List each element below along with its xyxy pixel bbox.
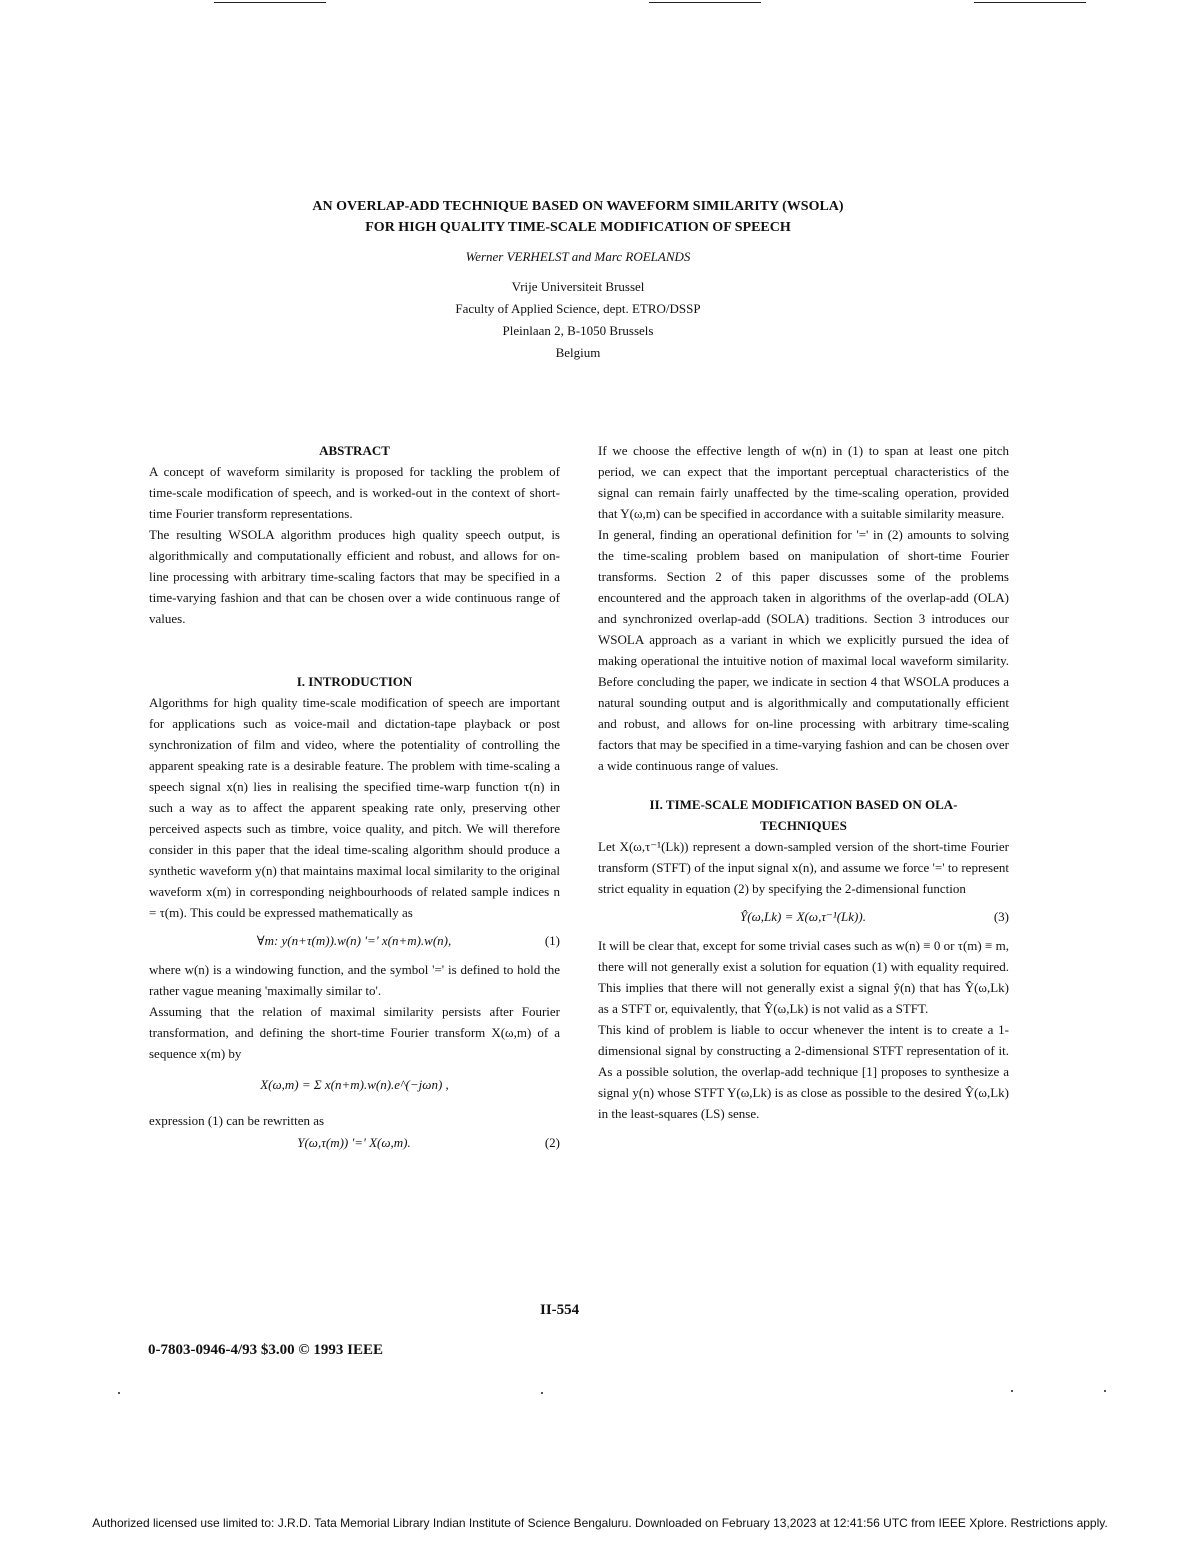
scan-speck [541,1392,543,1394]
authors: Werner VERHELST and Marc ROELANDS [465,249,691,264]
top-rule-middle [649,2,761,3]
affiliation-university: Vrije Universiteit Brussel [511,279,645,294]
title-line-2: FOR HIGH QUALITY TIME-SCALE MODIFICATION OF SPEECH [365,220,791,235]
equation-2-body: Y(ω,τ(m)) '=' X(ω,m). [297,1135,411,1150]
page-number: II-554 [540,1302,580,1318]
equation-stft [149,1064,560,1110]
left-column [149,440,560,1155]
right-paragraph-2: In general, finding an operational definition for '=' in (2) amounts to solving the time-scaling problem based on manipulation of short-time Fourier transforms. Section 2 of this paper discusses some of the problems encountered and the approach taken in algorithms of the overlap-add (OLA) and synchronized overlap-add (SOLA) traditions. Section 3 introduces our WSOLA approach as a variant in which we explicitly pursued the idea of making operational the intuitive notion of maximal local waveform similarity. Before concluding the paper, we indicate in section 4 that WSOLA produces a natural sounding output and is algorithmically and computationally efficient and robust, and allows for on-line processing with arbitrary time-scaling factors that may be specified in a time-varying fashion and can be chosen over a wide continuous range of values. [598,527,1009,773]
affiliation-faculty: Faculty of Applied Science, dept. ETRO/DSSP [455,301,701,316]
equation-3 [598,905,1009,929]
section-2-heading [598,794,1009,836]
section-2-heading-line-2: TECHNIQUES [760,818,847,833]
top-rule-left [214,2,326,3]
affiliation-address: Pleinlaan 2, B-1050 Brussels [502,323,654,338]
paper-title [200,196,956,238]
license-footer: Authorized licensed use limited to: J.R.D. Tata Memorial Library Indian Institute of Science Bengaluru. Downloaded on February 13,2023 at 12:41:56 UTC from IEEE Xplore. Restrictions apply. [92,1516,1108,1530]
section-2-heading-line-1: II. TIME-SCALE MODIFICATION BASED ON OLA- [649,797,958,812]
equation-stft-body: X(ω,m) = Σ x(n+m).w(n).e^(−jωn) , [260,1077,449,1092]
right-paragraph-3: Let X(ω,τ⁻¹(Lk)) represent a down-sampled version of the short-time Fourier transform (STFT) of the input signal x(n), and assume we force '=' to represent strict equality in equation (2) by specifying the 2-dimensional function [598,839,1009,896]
equation-2 [149,1131,560,1155]
introduction-paragraph-4: expression (1) can be rewritten as [149,1113,325,1128]
abstract-heading: ABSTRACT [319,443,390,458]
title-line-1: AN OVERLAP-ADD TECHNIQUE BASED ON WAVEFORM SIMILARITY (WSOLA) [312,199,844,214]
abstract-paragraph-1: A concept of waveform similarity is proposed for tackling the problem of time-scale modification of speech, and is worked-out in the context of short-time Fourier transform representations. [149,464,560,521]
right-paragraph-4: It will be clear that, except for some trivial cases such as w(n) ≡ 0 or τ(m) ≡ m, there will not generally exist a solution for equation (1) with equality required. This implies that there will not generally exist a signal ŷ(n) that has Ŷ(ω,Lk) as a STFT or, equivalently, that Ŷ(ω,Lk) is not valid as a STFT. [598,938,1009,1016]
equation-3-number: (3) [993,909,1009,924]
introduction-paragraph-2: where w(n) is a windowing function, and the symbol '=' is defined to hold the rather vague meaning 'maximally similar to'. [149,962,560,998]
abstract-paragraph-2: The resulting WSOLA algorithm produces high quality speech output, is algorithmically and computationally efficient and robust, and allows for on-line processing with arbitrary time-scaling factors that may be specified in a time-varying fashion and that can be chosen over a wide continuous range of values. [149,527,560,626]
equation-3-body: Ŷ(ω,Lk) = X(ω,τ⁻¹(Lk)). [740,909,866,924]
introduction-paragraph-1: Algorithms for high quality time-scale modification of speech are important for applications such as voice-mail and dictation-tape playback or post synchronization of film and video, where the potentiality of controlling the apparent speaking rate is a desirable feature. The problem with time-scaling a speech signal x(n) lies in realising the specified time-warp function τ(n) in such a way as to affect the apparent speaking rate only, preserving other perceived aspects such as timbre, voice quality, and pitch. We will therefore consider in this paper that the ideal time-scaling algorithm should produce a synthetic waveform y(n) that maintains maximal local similarity to the original waveform x(m) in corresponding neighbourhoods of related sample indices n = τ(m). This could be expressed mathematically as [149,695,560,920]
equation-2-number: (2) [544,1135,560,1150]
equation-1-body: ∀m: y(n+τ(m)).w(n) '=' x(n+m).w(n), [256,933,452,948]
top-rule-right [974,2,1086,3]
right-column [598,440,1009,1124]
scan-speck [1104,1390,1106,1392]
right-paragraph-1: If we choose the effective length of w(n) in (1) to span at least one pitch period, we can expect that the important perceptual characteristics of the signal can remain fairly unaffected by the time-scaling operation, provided that Y(ω,m) can be specified in accordance with a suitable similarity measure. [598,443,1009,521]
equation-1 [149,929,560,953]
scan-speck [118,1392,120,1394]
copyright-line: 0-7803-0946-4/93 $3.00 © 1993 IEEE [148,1342,383,1358]
introduction-paragraph-3: Assuming that the relation of maximal similarity persists after Fourier transformation, and defining the short-time Fourier transform X(ω,m) of a sequence x(m) by [149,1004,560,1061]
introduction-heading: I. INTRODUCTION [296,674,413,689]
affiliation-country: Belgium [555,345,601,360]
affiliation [300,276,856,364]
scan-speck [1011,1390,1013,1392]
right-paragraph-5: This kind of problem is liable to occur whenever the intent is to create a 1-dimensional signal by constructing a 2-dimensional STFT representation of it. As a possible solution, the overlap-add technique [1] proposes to synthesize a signal y(n) whose STFT Y(ω,Lk) is as close as possible to the desired Ŷ(ω,Lk) in the least-squares (LS) sense. [598,1022,1009,1121]
equation-1-number: (1) [544,933,560,948]
